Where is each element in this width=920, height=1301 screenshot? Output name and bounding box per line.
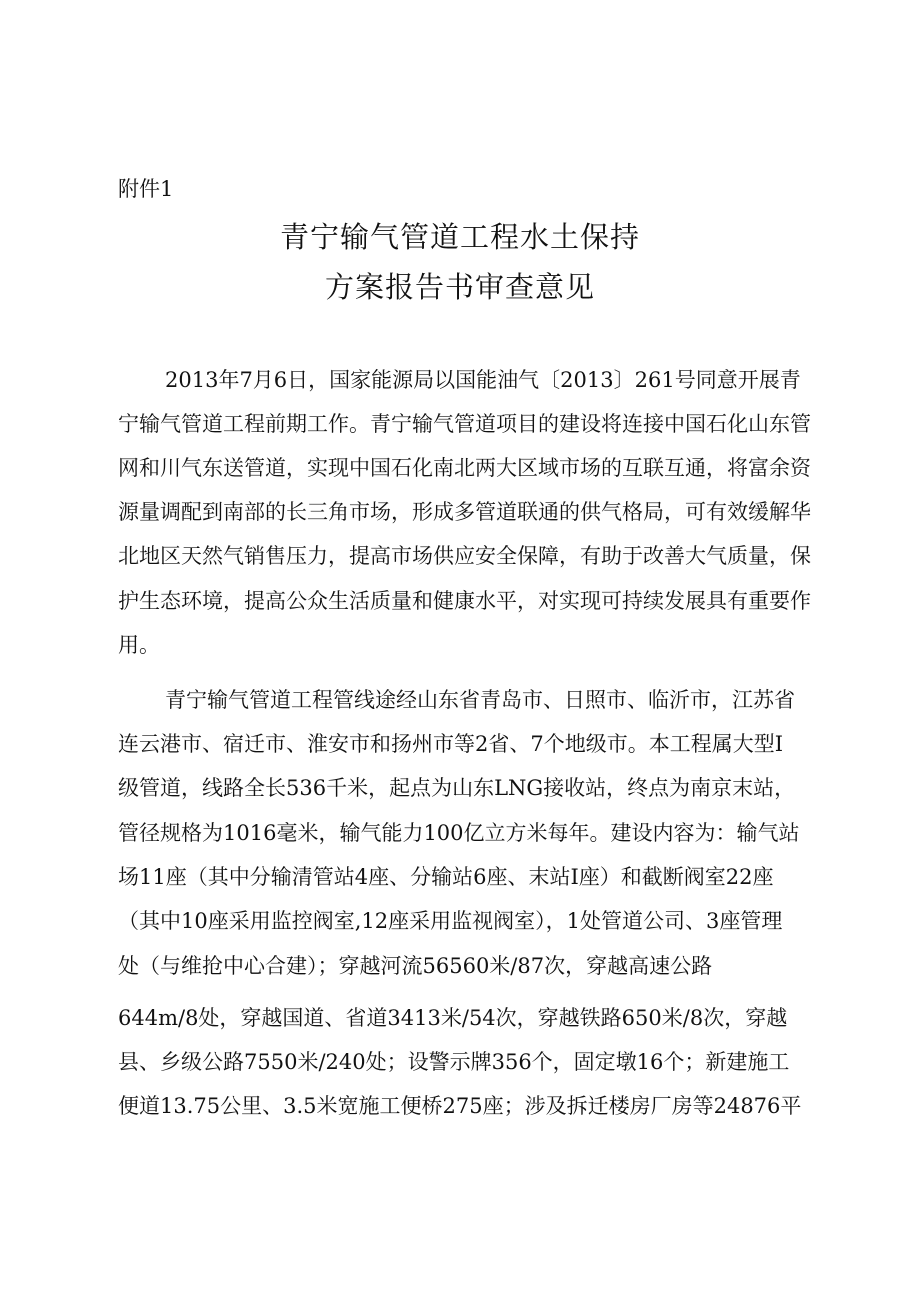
paragraph-1-line-6: 护生态环境，提高公众生活质量和健康水平，对实现可持续发展具有重要作	[118, 589, 811, 613]
paragraph-1-line-4: 源量调配到南部的长三角市场，形成多管道联通的供气格局，可有效缓解华	[118, 500, 811, 524]
paragraph-2-line-9: 县、乡级公路7550米/240处；设警示牌356个，固定墩16个；新建施工	[118, 1050, 790, 1074]
paragraph-2-line-8: 644m/8处，穿越国道、省道3413米/54次，穿越铁路650米/8次，穿越	[118, 1006, 788, 1030]
paragraph-2-line-2: 连云港市、宿迁市、淮安市和扬州市等2省、7个地级市。本工程属大型I	[118, 732, 784, 756]
document-title-line-2: 方案报告书审查意见	[324, 270, 595, 304]
attachment-label: 附件1	[118, 177, 174, 201]
paragraph-1-line-7: 用。	[118, 633, 160, 657]
paragraph-2-line-10: 便道13.75公里、3.5米宽施工便桥275座；涉及拆迁楼房厂房等24876平	[118, 1094, 802, 1118]
paragraph-2-line-4: 管径规格为1016毫米，输气能力100亿立方米每年。建设内容为：输气站	[118, 821, 800, 845]
paragraph-1-line-3: 网和川气东送管道，实现中国石化南北两大区域市场的互联互通，将富余资	[118, 456, 811, 480]
paragraph-2-line-7: 处（与维抢中心合建）；穿越河流56560米/87次，穿越高速公路	[118, 954, 713, 978]
paragraph-1-line-2: 宁输气管道工程前期工作。青宁输气管道项目的建设将连接中国石化山东管	[118, 412, 811, 436]
paragraph-2-line-1: 青宁输气管道工程管线途经山东省青岛市、日照市、临沂市，江苏省	[165, 688, 795, 712]
paragraph-2-line-5: 场11座（其中分输清管站4座、分输站6座、末站I座）和截断阀室22座	[118, 865, 774, 889]
document-title-line-1: 青宁输气管道工程水土保持	[279, 220, 640, 254]
paragraph-1-line-1: 2013年7月6日，国家能源局以国能油气〔2013〕261号同意开展青	[165, 368, 801, 392]
paragraph-2-line-3: 级管道，线路全长536千米，起点为山东LNG接收站，终点为南京末站，	[118, 776, 796, 800]
paragraph-2-line-6: （其中10座采用监控阀室,12座采用监视阀室），1处管道公司、3座管理	[118, 909, 783, 933]
paragraph-1-line-5: 北地区天然气销售压力，提高市场供应安全保障，有助于改善大气质量，保	[118, 544, 811, 568]
